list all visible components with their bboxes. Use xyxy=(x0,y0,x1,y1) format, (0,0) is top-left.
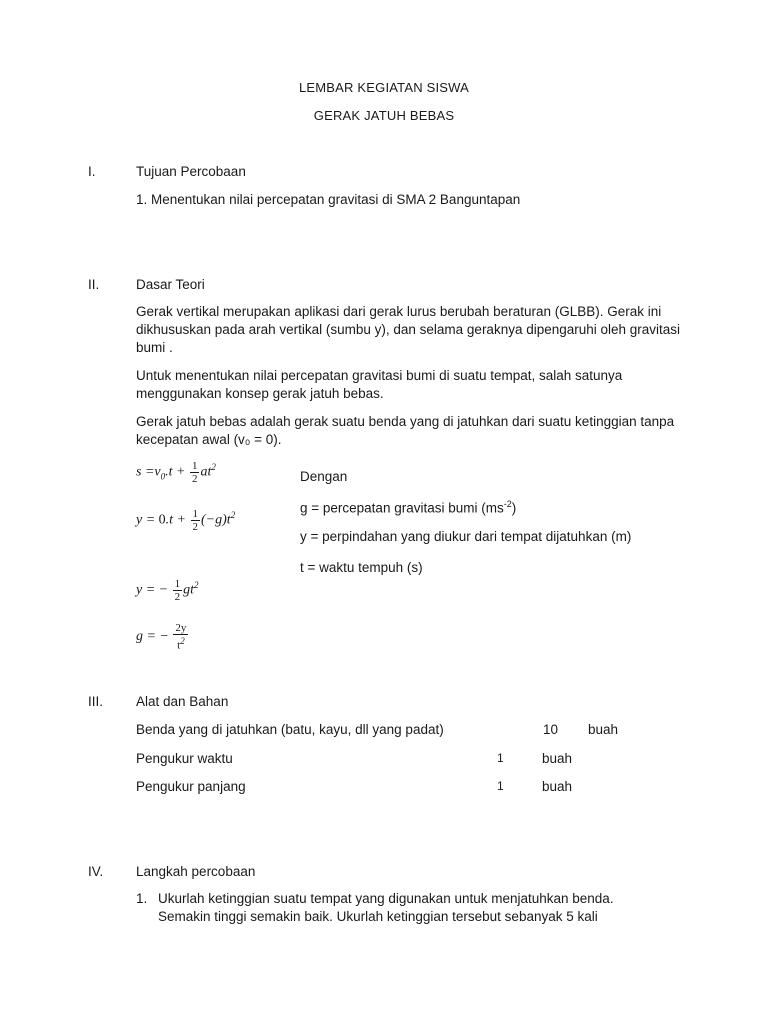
material-unit: buah xyxy=(542,751,573,766)
material-qty: 1 xyxy=(497,779,504,793)
legend-intro: Dengan xyxy=(300,469,348,484)
theory-paragraph-1: Gerak vertikal merupakan aplikasi dari gerak lurus berubah beraturan (GLBB). Gerak ini dikhususkan pada arah vertikal (sumbu y), dan selama geraknya dipengaruhi oleh gravitasi bumi . xyxy=(136,304,681,355)
material-name: Benda yang di jatuhkan (batu, kayu, dll yang padat) xyxy=(136,722,444,737)
step-1-line-1: Ukurlah ketinggian suatu tempat yang digunakan untuk menjatuhkan benda. xyxy=(158,891,614,906)
legend-t: t = waktu tempuh (s) xyxy=(300,560,423,575)
theory-paragraph-3: Gerak jatuh bebas adalah gerak suatu benda yang di jatuhkan dari suatu ketinggian tanpa kecepatan awal (v₀ = 0). xyxy=(136,414,675,447)
step-1-number: 1. xyxy=(136,891,148,906)
section-2-heading: Dasar Teori xyxy=(136,277,205,292)
equation-y-substituted: y = 0.t + $\frac{1}{2}$ $(-g)t^2$ xyxy=(136,508,236,533)
document-title: LEMBAR KEGIATAN SISWA xyxy=(298,80,470,95)
material-name: Pengukur waktu xyxy=(136,751,233,766)
material-qty: 10 xyxy=(543,722,559,737)
material-name: Pengukur panjang xyxy=(136,779,246,794)
section-4-heading: Langkah percobaan xyxy=(136,864,256,879)
material-unit: buah xyxy=(588,722,619,737)
step-1-line-2: Semakin tinggi semakin baik. Ukurlah ketinggian tersebut sebanyak 5 kali xyxy=(158,909,598,924)
section-2-number: II. xyxy=(88,277,100,292)
legend-g: g = percepatan gravitasi bumi $(ms^{-2})$ xyxy=(300,499,517,516)
theory-paragraph-2: Untuk menentukan nilai percepatan gravitasi bumi di suatu tempat, salah satunya menggunakan konsep gerak jatuh bebas. xyxy=(136,368,623,401)
section-3-number: III. xyxy=(88,694,104,709)
material-unit: buah xyxy=(542,779,573,794)
section-1-number: I. xyxy=(88,164,96,179)
material-qty: 1 xyxy=(497,751,504,765)
equation-y-simplified: y = − $\frac{1}{2}$ $gt^2$ xyxy=(136,578,199,603)
section-3-heading: Alat dan Bahan xyxy=(136,694,229,709)
section-4-number: IV. xyxy=(88,864,104,879)
section-1-item-1: 1. Menentukan nilai percepatan gravitasi di SMA 2 Banguntapan xyxy=(136,192,521,207)
legend-y: y = perpindahan yang diukur dari tempat dijatuhkan (m) xyxy=(300,529,632,544)
equation-g: g = − $\frac{2y}{t^2}$ xyxy=(136,622,187,652)
document-subtitle: GERAK JATUH BEBAS xyxy=(313,108,455,123)
equation-displacement: $s =v_0.t$ + $\frac{1}{2}$ $at^2$ xyxy=(136,460,216,485)
section-1-heading: Tujuan Percobaan xyxy=(136,164,246,179)
